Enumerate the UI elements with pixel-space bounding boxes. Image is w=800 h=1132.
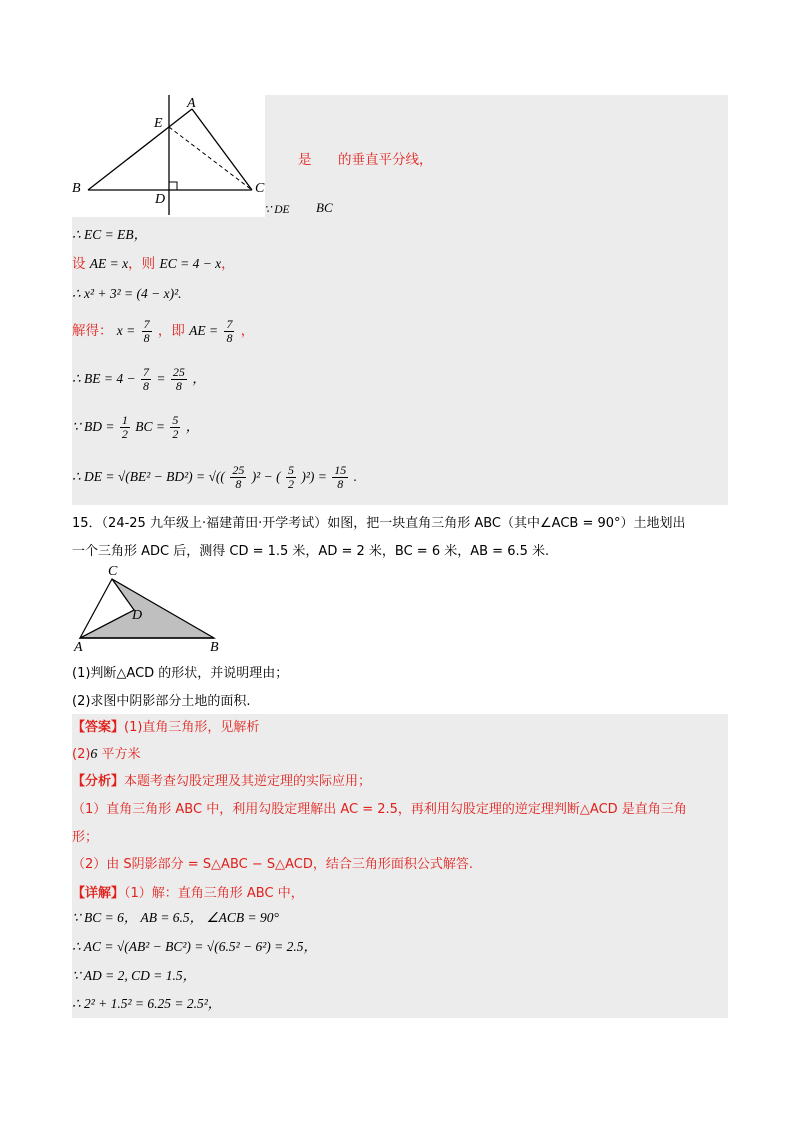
detail-step1: ∵ BC = 6， AB = 6.5， ∠ACB = 90° [72,910,279,925]
answer-line1: 【答案】(1)直角三角形，见解析 [72,720,260,735]
label-A: A [187,96,196,111]
line-ec-eb: ∴ EC = EB， [72,227,148,242]
label-D: D [155,192,166,207]
fraction: $\frac{7}{8}$ [142,365,149,394]
fraction: $\frac{1}{2}$ [121,413,128,442]
line-bd: ∵ BD = $\frac{1}{2}$ BC = $\frac{5}{2}$ ， [72,413,200,442]
analysis-line: 【分析】本题考查勾股定理及其逆定理的实际应用； [72,774,372,789]
line-ac [192,109,252,190]
label-B-q15: B [210,640,219,655]
fraction: $\frac{5}{2}$ [287,463,294,492]
text-bisector: 的垂直平分线， [338,152,433,168]
line-ec-dashed [169,127,252,190]
label-C: C [255,181,265,196]
fraction: $\frac{7}{8}$ [226,317,233,345]
right-angle-mark [169,182,177,190]
triangle-figure-top [72,95,266,217]
fraction: $\frac{25}{8}$ [232,463,245,492]
fraction: $\frac{5}{2}$ [172,413,179,442]
q15-line2: 一个三角形 ADC 后，测得 CD = 1.5 米，AD = 2 米，BC = 6 米，AB = 6.5 米. [72,544,550,559]
label-C-q15: C [108,564,118,579]
analysis-part1-cont: 形； [72,830,99,845]
text-is: 是 [298,152,312,168]
line-ba [88,109,192,190]
text-because-de: ∵ DE [264,204,290,216]
analysis-part2: （2）由 S阴影部分 = S△ABC − S△ACD，结合三角形面积公式解答. [72,857,474,872]
solution-block-top [265,95,728,217]
q15-sub1: (1)判断△ACD 的形状，并说明理由； [72,666,289,681]
detail-step2: ∴ AC = √(AB² − BC²) = √(6.5² − 6²) = 2.5， [72,939,318,954]
label-B: B [72,181,81,196]
fraction: $\frac{15}{8}$ [334,463,347,492]
answer-line2: (2)6 平方米 [72,747,141,762]
line-set-variable: 设 AE = x，则 EC = 4 − x， [72,256,235,272]
q15-sub2: (2)求图中阴影部分土地的面积. [72,694,251,709]
text-bc: BC [316,200,333,215]
label-A-q15: A [74,640,83,655]
triangle-figure-q15 [72,566,232,656]
line-de: ∴ DE = √(BE² − BD²) = √(( $\frac{25}{8}$ )² − ( $\frac{5}{2}$ )²) = $\frac{15}{8}$ . [72,463,357,492]
line-equation: ∴ x² + 3² = (4 − x)². [72,286,182,301]
detail-line: 【详解】（1）解：直角三角形 ABC 中， [72,886,304,901]
label-E: E [154,116,163,131]
fraction: $\frac{25}{8}$ [172,365,185,394]
detail-step4: ∴ 2² + 1.5² = 6.25 = 2.5²， [72,996,222,1011]
q15-line1: 15．（24-25 九年级上·福建莆田·开学考试）如图，把一块直角三角形 ABC（其中∠ACB = 90°）土地划出 [72,516,686,531]
analysis-part1: （1）直角三角形 ABC 中，利用勾股定理解出 AC = 2.5，再利用勾股定理的逆定理判断△ACD 是直角三角 [72,802,687,817]
line-solve: 解得： x = $\frac{7}{8}$ ，即 AE = $\frac{7}{8}$ ， [72,317,255,345]
line-be: ∴ BE = 4 − $\frac{7}{8}$ = $\frac{25}{8}$ ， [72,365,206,394]
detail-step3: ∵ AD = 2, CD = 1.5， [72,968,197,983]
label-D-q15: D [132,608,143,623]
fraction: $\frac{7}{8}$ [143,317,150,345]
